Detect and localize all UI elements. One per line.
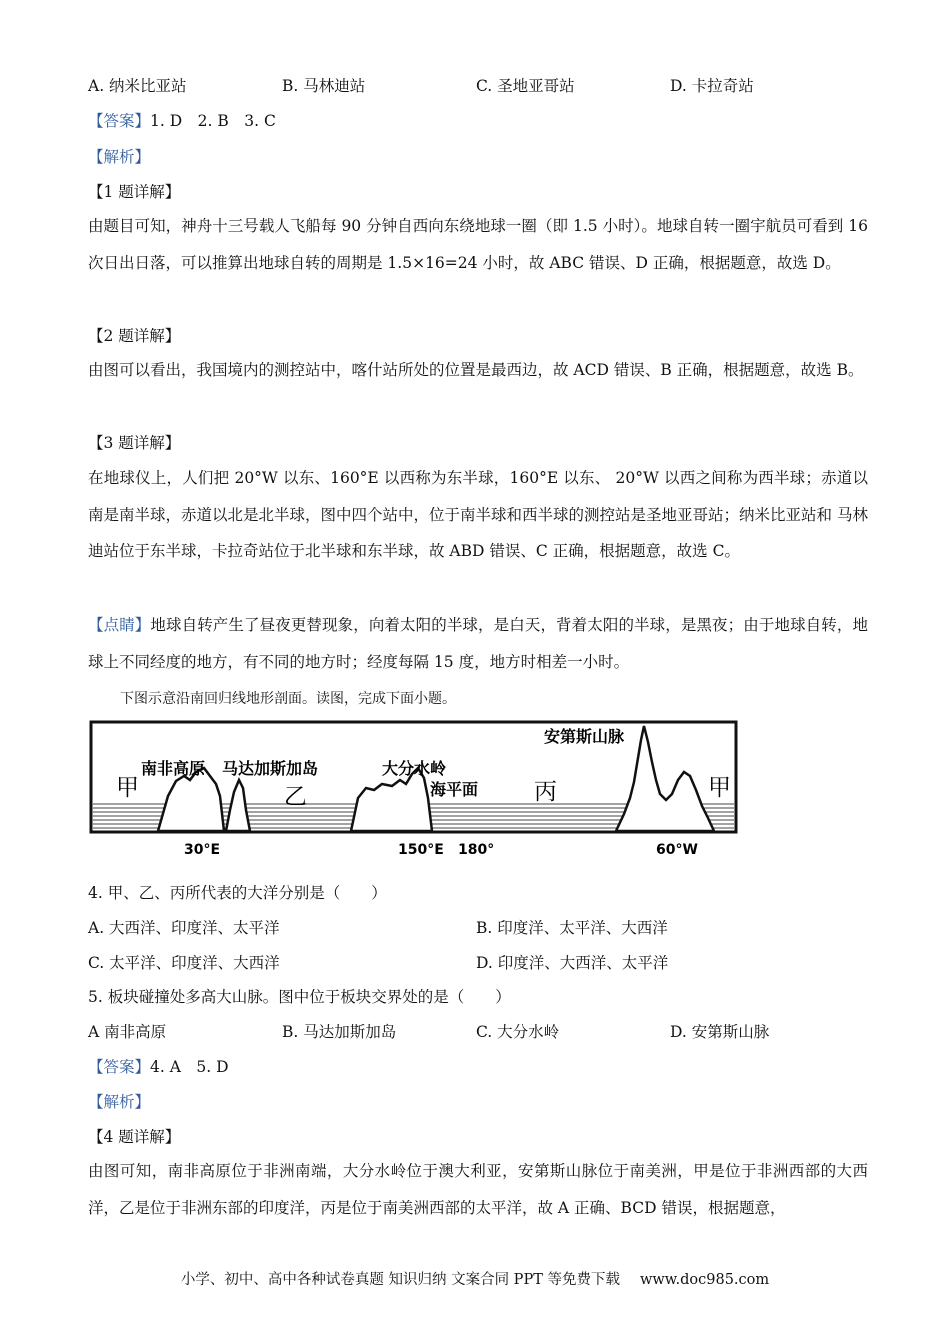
terrain-profile-svg bbox=[88, 718, 748, 863]
footer-text: 小学、初中、高中各种试卷真题 知识归纳 文案合同 PPT 等免费下载 bbox=[180, 1272, 620, 1288]
q3-options bbox=[88, 76, 868, 96]
analysis-tag-2: 【解析】 bbox=[88, 1093, 151, 1111]
option-c: C. 圣地亚哥站 bbox=[476, 77, 575, 95]
detail-2-heading: 【2 题详解】 bbox=[88, 327, 181, 345]
q4-option-d: D. 印度洋、大西洋、太平洋 bbox=[476, 954, 669, 972]
label-south-africa-plateau: 南非高原 bbox=[141, 759, 206, 778]
label-yi: 乙 bbox=[284, 784, 307, 810]
answer-tag-2: 【答案】 bbox=[88, 1058, 151, 1076]
q4-option-a: A. 大西洋、印度洋、太平洋 bbox=[88, 919, 280, 937]
answer-tag: 【答案】 bbox=[88, 112, 151, 130]
analysis-tag-1: 【解析】 bbox=[88, 148, 151, 166]
label-jia-left: 甲 bbox=[116, 775, 139, 801]
answer-line-2 bbox=[88, 1057, 229, 1077]
dianjing-text: 地球自转产生了昼夜更替现象，向着太阳的半球，是白天，背着太阳的半球，是黑夜；由于地球自转，地球上不同经度的地方，有不同的地方时；经度每隔 15 度，地方时相差一小时。 bbox=[88, 616, 868, 671]
detail-3-text: 在地球仪上，人们把 20°W 以东、160°E 以西称为东半球，160°E 以东、 20°W 以西之间称为西半球；赤道以南是南半球，赤道以北是北半球，图中四个站中，位于南半球和西半球的测控站是圣地亚哥站；纳米比亚站和 马林迪站位于东半球，卡拉奇站位于北半球和东半球，故 ABD 错误、C 正确，根据题意，故选 C。 bbox=[88, 469, 868, 560]
detail-4-heading: 【4 题详解】 bbox=[88, 1128, 181, 1146]
dianjing-paragraph bbox=[88, 607, 868, 680]
q4-options-row-2 bbox=[88, 953, 868, 973]
option-b: B. 马林迪站 bbox=[282, 77, 366, 95]
answer-text-2: 4. A 5. D bbox=[150, 1058, 229, 1076]
label-madagascar: 马达加斯加岛 bbox=[222, 759, 319, 778]
detail-1-heading: 【1 题详解】 bbox=[88, 183, 181, 201]
detail-1-text: 由题目可知，神舟十三号载人飞船每 90 分钟自西向东绕地球一圈（即 1.5 小时）。地球自转一圈宇航员可看到 16 次日出日落，可以推算出地球自转的周期是 1.5×16=24 小时，故 ABC 错误、D 正确，根据题意，故选 D。 bbox=[88, 217, 868, 272]
q4-options-row-1 bbox=[88, 918, 868, 938]
answer-line-1 bbox=[88, 111, 276, 131]
question-4-stem: 4. 甲、乙、丙所代表的大洋分别是（ ） bbox=[88, 884, 387, 902]
terrain-profile-figure bbox=[88, 718, 748, 863]
label-great-dividing-range: 大分水岭 bbox=[382, 759, 447, 778]
answer-text: 1. D 2. B 3. C bbox=[150, 112, 276, 130]
question-5-stem: 5. 板块碰撞处多高大山脉。图中位于板块交界处的是（ ） bbox=[88, 988, 511, 1006]
detail-4-text: 由图可知，南非高原位于非洲南端，大分水岭位于澳大利亚，安第斯山脉位于南美洲，甲是位于非洲西部的大西洋，乙是位于非洲东部的印度洋，丙是位于南美洲西部的太平洋，故 A 正确、BCD 错误，根据题意， bbox=[88, 1162, 868, 1217]
q5-option-b: B. 马达加斯加岛 bbox=[282, 1023, 397, 1041]
label-lon-180: 180° bbox=[458, 842, 495, 858]
q4-option-c: C. 太平洋、印度洋、大西洋 bbox=[88, 954, 280, 972]
option-d: D. 卡拉奇站 bbox=[670, 77, 754, 95]
page-footer bbox=[0, 1270, 950, 1290]
q4-option-b: B. 印度洋、太平洋、大西洋 bbox=[476, 919, 668, 937]
label-lon-30e: 30°E bbox=[184, 842, 221, 858]
label-andes: 安第斯山脉 bbox=[544, 727, 625, 746]
label-lon-60w: 60°W bbox=[656, 842, 698, 858]
q5-option-c: C. 大分水岭 bbox=[476, 1023, 560, 1041]
q5-option-a: A 南非高原 bbox=[88, 1023, 167, 1041]
option-a: A. 纳米比亚站 bbox=[88, 77, 187, 95]
label-lon-150e: 150°E bbox=[398, 842, 444, 858]
label-sea-level: 海平面 bbox=[430, 780, 479, 799]
q5-option-d: D. 安第斯山脉 bbox=[670, 1023, 770, 1041]
detail-3-heading: 【3 题详解】 bbox=[88, 434, 181, 452]
footer-url: www.doc985.com bbox=[639, 1272, 770, 1288]
q5-options bbox=[88, 1022, 868, 1042]
figure-intro: 下图示意沿南回归线地形剖面。读图，完成下面小题。 bbox=[120, 691, 456, 707]
label-bing: 丙 bbox=[534, 779, 557, 805]
detail-2-text: 由图可以看出，我国境内的测控站中，喀什站所处的位置是最西边，故 ACD 错误、B 正确，根据题意，故选 B。 bbox=[88, 361, 864, 379]
label-jia-right: 甲 bbox=[708, 775, 731, 801]
dianjing-tag: 【点睛】 bbox=[88, 616, 151, 634]
